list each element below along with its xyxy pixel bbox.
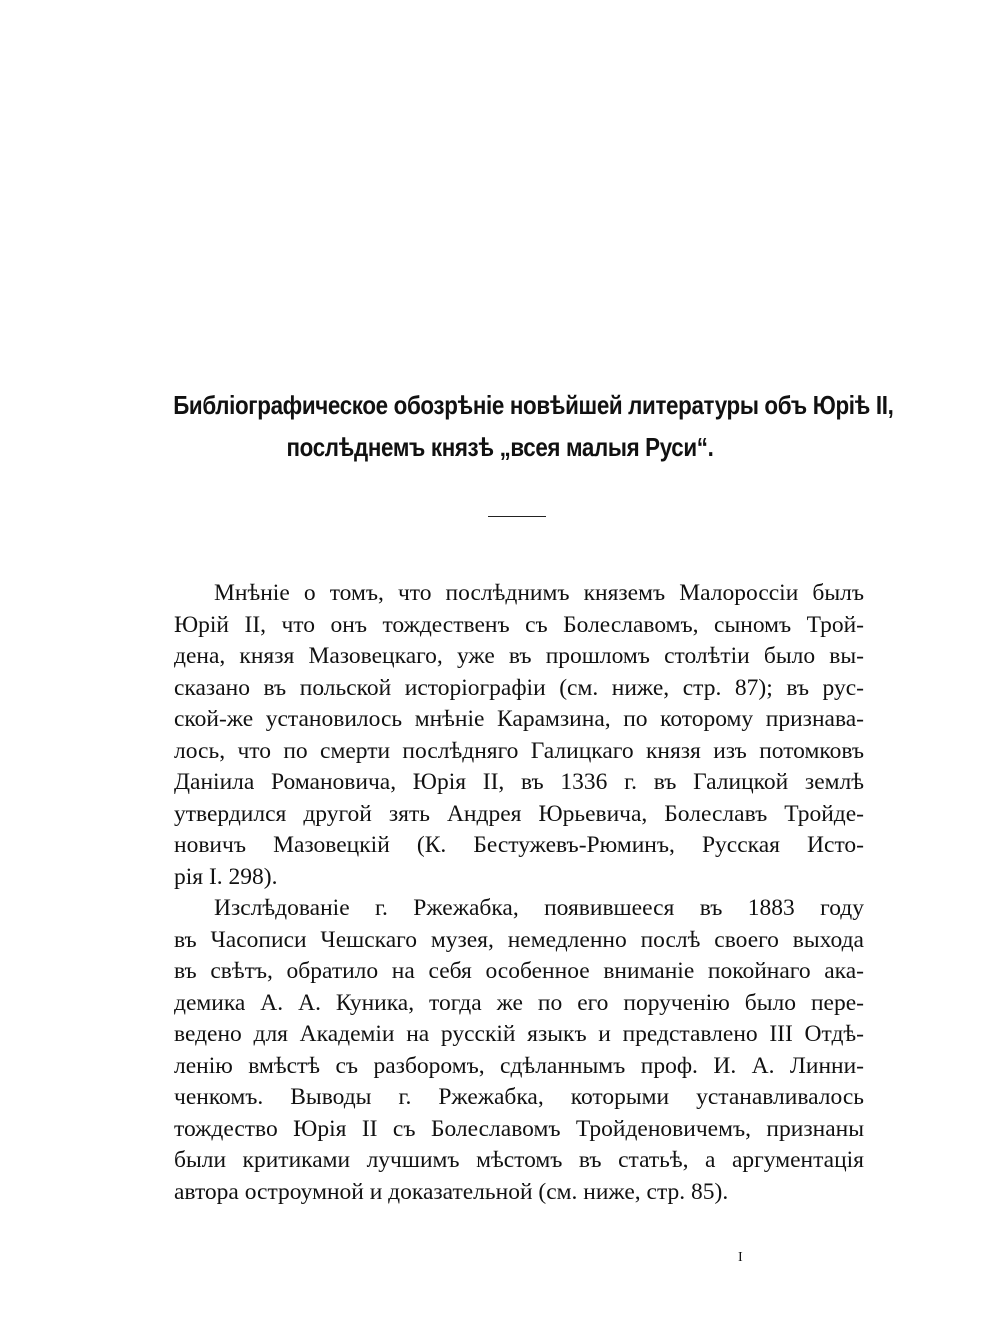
text-line: ской-же установилось мнѣніе Карамзина, по которому признава- xyxy=(174,706,864,732)
text-line: утвердился другой зять Андрея Юрьевича, Болеславъ Тройде- xyxy=(174,800,864,827)
text-line: Юрій II, что онъ тождественъ съ Болеславомъ, сыномъ Трой- xyxy=(174,611,864,638)
text-line: ленію вмѣстѣ съ разборомъ, сдѣланнымъ проф. И. А. Линни- xyxy=(174,1052,864,1079)
text-line: рія I. 298). xyxy=(174,863,278,890)
title-line-1: Библіографическое обозрѣніе новѣйшей литературы объ Юріѣ II, xyxy=(173,390,894,420)
paragraph-1 xyxy=(174,578,864,893)
signature-mark: I xyxy=(738,1250,743,1265)
text-line: Даніила Романовича, Юрія II, въ 1336 г. въ Галицкой землѣ xyxy=(174,769,864,795)
text-line: новичъ Мазовецкій (К. Бестужевъ-Рюминъ, Русская Исто- xyxy=(174,832,864,858)
body-text xyxy=(174,578,864,1208)
text-line: въ свѣтъ, обратило на себя особенное вниманіе покойнаго ака- xyxy=(174,958,864,984)
text-line: лось, что по смерти послѣдняго Галицкаго князя изъ потомковъ xyxy=(174,737,864,764)
text-line: Изслѣдованіе г. Ржежабка, появившееся въ 1883 году xyxy=(214,895,864,921)
text-line: ведено для Академіи на русскій языкъ и представлено III Отдѣ- xyxy=(174,1021,864,1047)
title-line-2: послѣднемъ князѣ „всея малыя Руси“. xyxy=(286,432,714,462)
text-line: сказано въ польской исторіографіи (см. ниже, стр. 87); въ рус- xyxy=(174,674,864,701)
title-divider xyxy=(488,516,546,517)
text-line: дена, князя Мазовецкаго, уже въ прошломъ столѣтіи было вы- xyxy=(174,643,864,669)
page-title xyxy=(173,384,894,468)
text-line: демика А. А. Куника, тогда же по его порученію было пере- xyxy=(174,989,864,1016)
text-line: Мнѣніе о томъ, что послѣднимъ княземъ Малороссіи былъ xyxy=(214,580,864,606)
text-line: были критиками лучшимъ мѣстомъ въ статьѣ, а аргументація xyxy=(174,1147,864,1173)
text-line: автора остроумной и доказательной (см. ниже, стр. 85). xyxy=(174,1178,729,1205)
text-line: тождество Юрія II съ Болеславомъ Тройденовичемъ, признаны xyxy=(174,1115,864,1142)
text-line: ченкомъ. Выводы г. Ржежабка, которыми устанавливалось xyxy=(174,1084,864,1110)
text-line: въ Часописи Чешскаго музея, немедленно послѣ своего выхода xyxy=(174,926,864,953)
paragraph-2 xyxy=(174,893,864,1208)
